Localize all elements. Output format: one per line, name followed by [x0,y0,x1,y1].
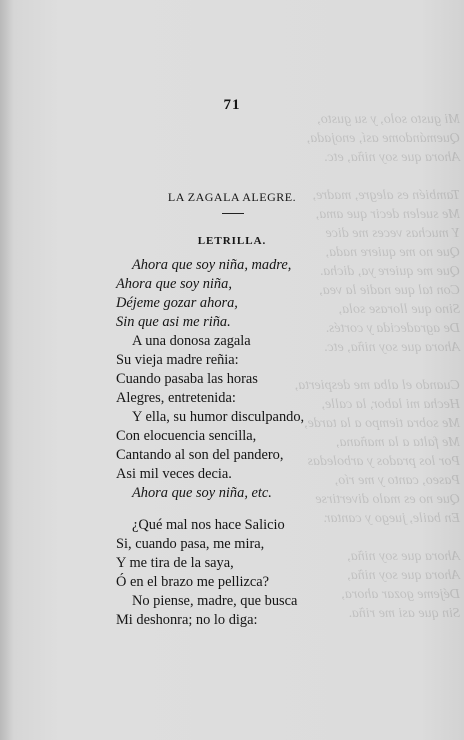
poem-line: Y me tira de la saya, [116,555,234,571]
poem-subtitle: LETRILLA. [197,235,267,247]
poem-line: ¿Qué mal nos hace Salicio [132,517,285,533]
stanza-gap [116,503,366,516]
poem-line: A una donosa zagala [132,333,251,349]
poem-line: Cuando pasaba las horas [116,371,258,387]
title-rule [222,213,244,214]
poem-line: Sin que asi me riña. [116,314,231,330]
poem-line: Cantando al son del pandero, [116,447,284,463]
poem-line: Asi mil veces decia. [116,466,232,482]
poem-line: Ahora que soy niña, etc. [132,485,272,501]
poem-line: Alegres, entretenida: [116,390,236,406]
page-number: 71 [223,97,241,113]
poem-body [116,256,366,630]
poem-line: Mi deshonra; no lo diga: [116,612,258,628]
poem-line: Ó en el brazo me pellizca? [116,574,270,590]
poem-line: Y ella, su humor disculpando, [132,409,305,425]
poem-line: Ahora que soy niña, [116,276,232,292]
poem-line: Ahora que soy niña, madre, [132,257,292,273]
poem-line: Déjeme gozar ahora, [116,295,238,311]
show-through-text: Mi gusto solo, y su gusto, Quemándome así, enojada, Ahora que soy niña, etc. También es alegre, madre, Me suelen decir que ama, Y muchas veces me dice Que no me quiere nada, Que me quiere ya, dicha. Con tal que nadie la vea, Sino que llorase sola, De agradecida y cortés. Ahora que soy niña, etc. Cuando el alba me despierta, Hecha mi labor, la calle, Me sobra tiempo a la tarde, Me falta a la mañana, Por los prados y arboledas Paseo, canto y me río, Que no es malo divertirse En baile, juego y cantar. Ahora que soy niña, Ahora que soy niña, Déjeme gozar ahora, Sin que asi me riña. [294,112,460,621]
poem-line: Su vieja madre reñia: [116,352,239,368]
poem-title: LA ZAGALA ALEGRE. [167,190,297,204]
poem-line: Si, cuando pasa, me mira, [116,536,265,552]
poem-line: No piense, madre, que busca [132,593,298,609]
poem-line: Con elocuencia sencilla, [116,428,257,444]
